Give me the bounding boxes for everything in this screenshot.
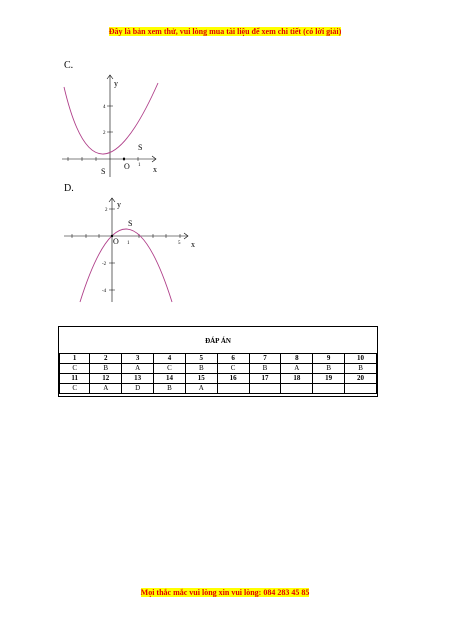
d-tick-y-2: 2 [105,208,108,213]
answer-cell: 15 [185,374,217,384]
bottom-banner-text: Mọi thắc mắc vui lòng xin vui lòng: 084 283 45 85 [140,588,310,597]
option-c-parabola [64,83,158,154]
c-tick-y-2: 2 [103,131,106,136]
answer-cell [249,384,281,394]
answer-letter-row [60,384,377,394]
answer-box [58,326,378,397]
answer-cell: A [122,364,154,374]
answer-cell: 19 [313,374,345,384]
answer-cell: C [154,364,186,374]
answer-cell: 3 [122,354,154,364]
option-d-graph [58,196,198,304]
answer-cell: 4 [154,354,186,364]
d-tick-x-1: 1 [127,241,130,246]
d-vertex-label: S [128,219,133,228]
answer-cell: 9 [313,354,345,364]
c-origin-label: O [124,162,130,171]
answer-cell: 2 [90,354,122,364]
answer-cell: A [90,384,122,394]
answer-cell: A [185,384,217,394]
answer-cell [345,384,377,394]
answer-cell: B [249,364,281,374]
top-banner [0,27,450,36]
answer-cell: B [313,364,345,374]
answer-cell: 10 [345,354,377,364]
answer-cell [313,384,345,394]
option-c-label: C. [64,60,74,71]
answer-cell: 16 [217,374,249,384]
c-point-label: S [138,143,143,152]
answer-cell: C [60,384,90,394]
answer-cell: 11 [60,374,90,384]
answer-cell: 7 [249,354,281,364]
answer-cell: B [345,364,377,374]
answer-cell [281,384,313,394]
answer-cell: 20 [345,374,377,384]
answer-number-row [60,354,377,364]
top-banner-text: Đây là bản xem thử, vui lòng mua tài liệu để xem chi tiết (có lời giải) [108,27,342,36]
d-tick-x-5: 5 [178,241,181,246]
answer-cell: 14 [154,374,186,384]
c-vertex-label: S [101,167,106,176]
d-x-label: x [191,240,195,249]
answer-letter-row [60,364,377,374]
answer-title: ĐÁP ÁN [205,337,231,345]
answer-cell: A [281,364,313,374]
bottom-banner [0,588,450,597]
c-tick-y-4: 4 [103,105,106,110]
d-tick-y-neg2: -2 [102,262,107,267]
answer-cell [217,384,249,394]
answer-cell: D [122,384,154,394]
answer-cell: 8 [281,354,313,364]
answer-cell: C [217,364,249,374]
option-d-label: D. [64,183,74,194]
answer-number-row [60,374,377,384]
c-x-label: x [153,165,157,174]
option-c-graph [58,73,178,178]
d-tick-y-neg4: -4 [102,289,107,294]
answer-cell: 5 [185,354,217,364]
answer-cell: 13 [122,374,154,384]
answer-cell: C [60,364,90,374]
answer-cell: 18 [281,374,313,384]
c-tick-x-1: 1 [138,163,141,168]
answer-cell: B [154,384,186,394]
answer-cell: 17 [249,374,281,384]
answer-cell: 1 [60,354,90,364]
answer-cell: B [185,364,217,374]
d-y-label: y [117,200,121,209]
option-d-parabola [80,229,172,302]
answer-cell: 6 [217,354,249,364]
answer-table [59,353,377,394]
d-origin-label: O [113,237,119,246]
answer-cell: 12 [90,374,122,384]
answer-cell: B [90,364,122,374]
c-y-label: y [114,79,118,88]
